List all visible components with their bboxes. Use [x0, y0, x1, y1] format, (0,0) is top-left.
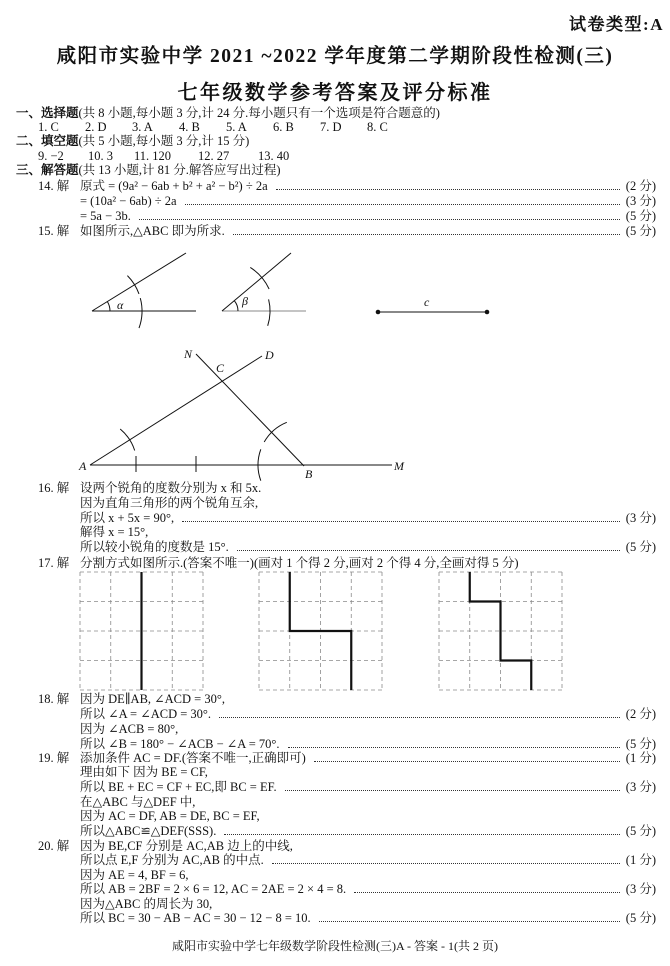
solution-line — [80, 765, 656, 780]
section-solve-heading — [16, 163, 281, 178]
answer-item: 13. 40 — [258, 149, 290, 163]
answer-item: 10. 3 — [88, 149, 113, 163]
segment-c-label: c — [424, 295, 430, 309]
solution-text: 解得 x = 15°, — [80, 524, 149, 539]
score: (1 分) — [625, 852, 656, 867]
solution-line — [80, 209, 656, 224]
solution-text: 在△ABC 与△DEF 中, — [80, 794, 196, 809]
score: (5 分) — [625, 736, 656, 751]
solution-line — [38, 178, 656, 194]
score: (2 分) — [625, 178, 656, 193]
solution-line — [80, 853, 656, 868]
beta-label: β — [242, 294, 248, 308]
alpha-mark-arc — [107, 302, 110, 312]
solution-text: 所以 ∠A = ∠ACD = 30°. — [80, 706, 212, 721]
solution-text: = (10a² − 6ab) ÷ 2a — [80, 193, 177, 208]
score: (3 分) — [625, 193, 656, 208]
solution-line — [80, 511, 656, 526]
score: (5 分) — [625, 208, 656, 223]
solution-line — [80, 911, 656, 926]
solution-line — [38, 838, 656, 854]
solution-line — [80, 722, 656, 737]
problem-number: 15. 解 — [38, 223, 70, 238]
section-label: 二、填空题 — [16, 134, 79, 148]
section-label: 三、解答题 — [16, 163, 79, 177]
line-nb — [196, 354, 304, 466]
solution-text: 所以 ∠B = 180° − ∠ACB − ∠A = 70°. — [80, 736, 280, 751]
segment-c-endpoint — [376, 310, 381, 315]
score: (5 分) — [625, 910, 656, 925]
score: (3 分) — [625, 510, 656, 525]
answer-item: 2. D — [85, 120, 107, 134]
problem-number: 17. 解 — [38, 555, 70, 570]
answer-item: 11. 120 — [134, 149, 172, 163]
section-desc: (共 13 小题,计 81 分.解答应写出过程) — [78, 163, 281, 177]
answer-item: 1. C — [38, 120, 59, 134]
score: (1 分) — [625, 750, 656, 765]
solution-line — [80, 809, 656, 824]
solution-line — [80, 868, 656, 883]
solution-text: 原式 = (9a² − 6ab + b² + a² − b²) ÷ 2a — [80, 178, 268, 193]
answer-item: 6. B — [273, 120, 294, 134]
score: (5 分) — [625, 539, 656, 554]
dot-leader — [319, 921, 620, 922]
solution-line — [38, 480, 656, 496]
solution-line — [80, 540, 656, 555]
solution-line — [80, 824, 656, 839]
segment-c-endpoint — [485, 310, 490, 315]
compass-arc-at-b-side — [264, 422, 287, 442]
answer-item: 5. A — [226, 120, 247, 134]
answer-item: 8. C — [367, 120, 388, 134]
solution-text: 因为 BE,CF 分别是 AC,AB 边上的中线, — [80, 838, 293, 853]
dot-leader — [354, 892, 620, 893]
solution-text: 因为△ABC 的周长为 30, — [80, 896, 213, 911]
answer-item: 9. −2 — [38, 149, 64, 163]
solution-line — [80, 795, 656, 810]
dot-leader — [314, 761, 620, 762]
problem-number: 16. 解 — [38, 480, 70, 495]
answer-item: 12. 27 — [198, 149, 230, 163]
solution-text: 因为 AC = DF, AB = DE, BC = EF, — [80, 808, 260, 823]
solution-text: 所以 x + 5x = 90°, — [80, 510, 175, 525]
solution-line — [80, 737, 656, 752]
solution-line — [38, 750, 656, 766]
paper-type-label: 试卷类型:A — [569, 15, 664, 34]
answer-item: 4. B — [179, 120, 200, 134]
page-title: 咸阳市实验中学 2021 ~2022 学年度第二学期阶段性检测(三) — [56, 46, 614, 67]
solution-line — [80, 882, 656, 897]
problem-number: 19. 解 — [38, 750, 70, 765]
solution-text: 因为 ∠ACB = 80°, — [80, 721, 179, 736]
problem-number: 14. 解 — [38, 178, 70, 193]
beta-compass-arc-side — [250, 267, 269, 289]
section-desc: (共 5 小题,每小题 3 分,计 15 分) — [78, 134, 250, 148]
solution-line — [38, 691, 656, 707]
dot-leader — [285, 790, 620, 791]
solution-text: 分割方式如图所示.(答案不唯一)(画对 1 个得 2 分,画对 2 个得 4 分,全画对得 5 分) — [80, 555, 519, 570]
section-choice-heading — [16, 106, 440, 121]
choice-answers — [38, 120, 414, 135]
beta-mark-arc — [234, 301, 238, 311]
solution-line — [80, 780, 656, 795]
solution-text: 所以较小锐角的度数是 15°. — [80, 539, 229, 554]
section-label: 一、选择题 — [16, 106, 79, 120]
solution-text: 因为 DE∥AB, ∠ACD = 30°, — [80, 691, 225, 706]
solution-text: 所以 BE + EC = CF + EC,即 BC = EF. — [80, 779, 277, 794]
alpha-label: α — [117, 298, 124, 312]
dot-leader — [237, 550, 620, 551]
solution-text: 因为直角三角形的两个锐角互余, — [80, 495, 259, 510]
page-footer: 咸阳市实验中学七年级数学阶段性检测(三)A - 答案 - 1(共 2 页) — [172, 939, 498, 953]
point-m-label: M — [394, 459, 404, 473]
solution-line — [80, 707, 656, 722]
score: (3 分) — [625, 779, 656, 794]
construction-figure — [0, 240, 670, 485]
dot-leader — [139, 219, 620, 220]
solution-text: = 5a − 3b. — [80, 208, 131, 223]
problem-number: 18. 解 — [38, 691, 70, 706]
score: (2 分) — [625, 706, 656, 721]
point-c-label: C — [216, 361, 225, 375]
dot-leader — [182, 521, 620, 522]
solution-text: 因为 AE = 4, BF = 6, — [80, 867, 189, 882]
dot-leader — [224, 834, 619, 835]
solution-text: 设两个锐角的度数分别为 x 和 5x. — [80, 480, 262, 495]
solution-line — [38, 223, 656, 239]
score: (3 分) — [625, 881, 656, 896]
problem-number: 20. 解 — [38, 838, 70, 853]
compass-arc-at-a — [120, 429, 135, 451]
fill-answers — [38, 149, 289, 164]
alpha-compass-arc-side — [127, 276, 139, 294]
dot-leader — [185, 204, 620, 205]
dot-leader — [276, 189, 620, 190]
solution-text: 如图所示,△ABC 即为所求. — [80, 223, 225, 238]
dot-leader — [219, 717, 620, 718]
solution-text: 所以点 E,F 分别为 AC,AB 的中点. — [80, 852, 264, 867]
solution-line — [80, 525, 656, 540]
point-b-label: B — [305, 467, 313, 481]
solution-line — [80, 897, 656, 912]
dot-leader — [288, 747, 620, 748]
score: (5 分) — [625, 823, 656, 838]
point-d-label: D — [265, 348, 274, 362]
alpha-side-ray — [92, 253, 186, 311]
solution-line — [80, 194, 656, 209]
answer-item: 7. D — [320, 120, 342, 134]
beta-side-ray — [222, 253, 291, 311]
page-subtitle: 七年级数学参考答案及评分标准 — [177, 82, 493, 104]
solution-text: 所以△ABC≌△DEF(SSS). — [80, 823, 217, 838]
partition-grids-figure — [0, 566, 670, 696]
dot-leader — [272, 863, 620, 864]
solution-text: 所以 BC = 30 − AB − AC = 30 − 12 − 8 = 10. — [80, 910, 311, 925]
line-ad — [90, 356, 262, 465]
beta-compass-arc-base — [268, 299, 270, 325]
section-fill-heading — [16, 134, 249, 149]
section-desc: (共 8 小题,每小题 3 分,计 24 分.每小题只有一个选项是符合题意的) — [78, 106, 440, 120]
alpha-compass-arc-base — [139, 298, 142, 328]
point-a-label: A — [79, 459, 87, 473]
score: (5 分) — [625, 223, 656, 238]
dot-leader — [233, 234, 620, 235]
solution-text: 所以 AB = 2BF = 2 × 6 = 12, AC = 2AE = 2 × 4 = 8. — [80, 881, 347, 896]
point-n-label: N — [184, 347, 193, 361]
answer-item: 3. A — [132, 120, 153, 134]
solution-text: 理由如下 因为 BE = CF, — [80, 764, 208, 779]
solution-text: 添加条件 AC = DF.(答案不唯一,正确即可) — [80, 750, 306, 765]
solution-line — [80, 496, 656, 511]
